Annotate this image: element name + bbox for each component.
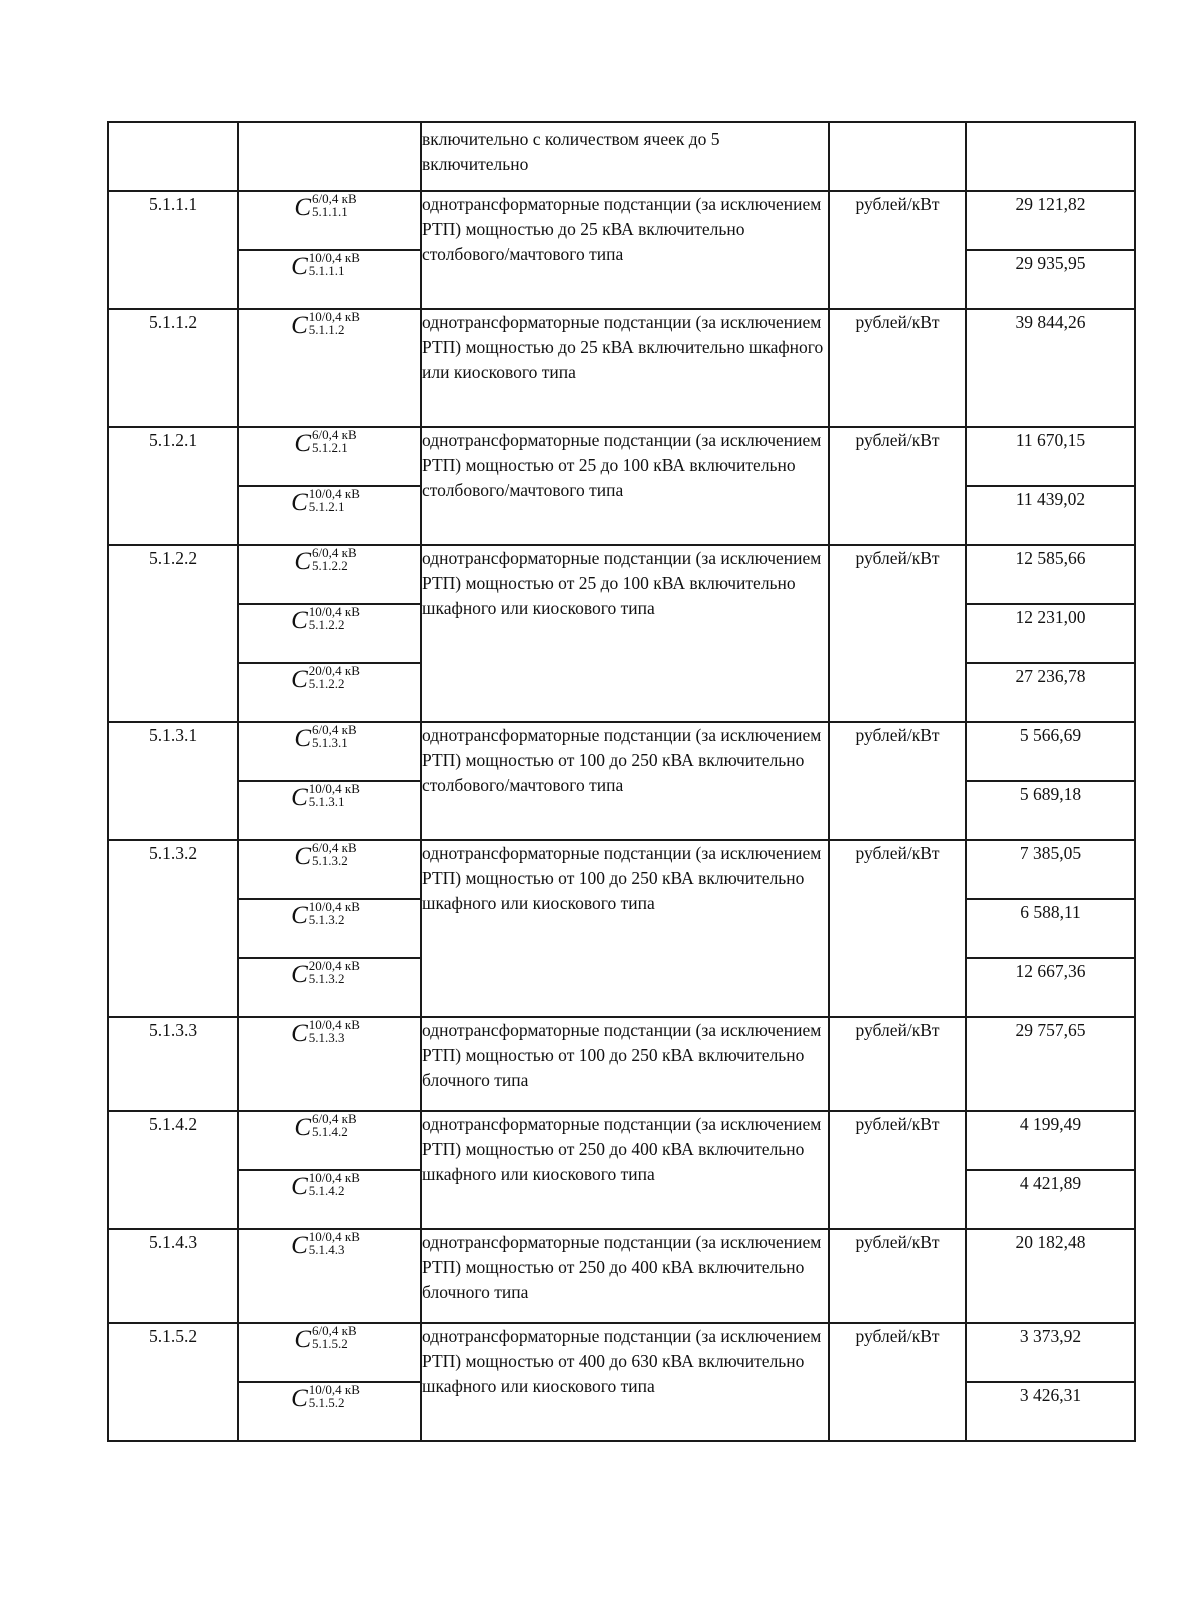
symbol-letter: C xyxy=(291,902,308,929)
symbol-voltage: 10/0,4 кВ xyxy=(308,1229,360,1244)
symbol-indices xyxy=(312,1112,357,1139)
value-cell: 11 670,15 xyxy=(966,427,1135,486)
tariff-symbol xyxy=(294,723,356,751)
table-row xyxy=(108,1229,1135,1323)
symbol-index: 5.1.1.1 xyxy=(312,204,348,219)
tariff-symbol xyxy=(294,841,356,869)
symbol-indices xyxy=(312,841,357,868)
symbol-cell xyxy=(238,1229,421,1323)
symbol-letter: C xyxy=(294,194,312,221)
tariff-symbol xyxy=(291,487,360,515)
symbol-voltage: 6/0,4 кВ xyxy=(312,427,357,442)
unit-cell: рублей/кВт xyxy=(829,191,966,309)
symbol-index: 5.1.2.2 xyxy=(308,617,345,632)
description-cell: однотрансформаторные подстанции (за исключением РТП) мощностью от 25 до 100 кВА включительно столбового/мачтового типа xyxy=(421,427,829,545)
code-cell: 5.1.4.2 xyxy=(108,1111,238,1229)
symbol-letter: C xyxy=(294,843,312,870)
symbol-indices xyxy=(309,1018,360,1045)
description-cell: однотрансформаторные подстанции (за исключением РТП) мощностью от 100 до 250 кВА включительно столбового/мачтового типа xyxy=(421,722,829,840)
symbol-index: 5.1.2.1 xyxy=(312,440,348,455)
tariff-symbol xyxy=(294,192,356,220)
code-cell: 5.1.5.2 xyxy=(108,1323,238,1441)
table-row xyxy=(108,309,1135,427)
symbol-cell xyxy=(238,840,421,899)
symbol-indices xyxy=(312,1324,357,1351)
symbol-letter: C xyxy=(294,1114,312,1141)
unit-cell: рублей/кВт xyxy=(829,1111,966,1229)
value-cell: 4 199,49 xyxy=(966,1111,1135,1170)
symbol-indices xyxy=(312,546,357,573)
symbol-cell xyxy=(238,191,421,250)
symbol-voltage: 6/0,4 кВ xyxy=(312,840,357,855)
symbol-indices xyxy=(309,1383,360,1410)
symbol-letter: C xyxy=(291,253,308,280)
value-cell: 29 757,65 xyxy=(966,1017,1135,1111)
symbol-letter: C xyxy=(291,784,308,811)
tariff-table xyxy=(107,121,1136,1442)
symbol-indices xyxy=(309,251,360,278)
symbol-index: 5.1.1.1 xyxy=(308,263,345,278)
symbol-cell xyxy=(238,663,421,722)
symbol-cell xyxy=(238,781,421,840)
description-cell: однотрансформаторные подстанции (за исключением РТП) мощностью от 400 до 630 кВА включительно шкафного или киоскового типа xyxy=(421,1323,829,1441)
symbol-cell xyxy=(238,604,421,663)
symbol-cell xyxy=(238,1382,421,1441)
description-cell: однотрансформаторные подстанции (за исключением РТП) мощностью от 250 до 400 кВА включительно шкафного или киоскового типа xyxy=(421,1111,829,1229)
value-cell: 3 373,92 xyxy=(966,1323,1135,1382)
symbol-indices xyxy=(309,1230,360,1257)
value-cell: 12 585,66 xyxy=(966,545,1135,604)
symbol-index: 5.1.2.2 xyxy=(308,676,345,691)
symbol-letter: C xyxy=(291,961,308,988)
table-row-continuation xyxy=(108,122,1135,191)
symbol-voltage: 10/0,4 кВ xyxy=(308,1170,360,1185)
symbol-cell xyxy=(238,1017,421,1111)
tariff-symbol xyxy=(291,1171,360,1199)
symbol-index: 5.1.5.2 xyxy=(312,1336,348,1351)
symbol-voltage: 10/0,4 кВ xyxy=(308,604,360,619)
code-cell: 5.1.2.1 xyxy=(108,427,238,545)
code-cell: 5.1.4.3 xyxy=(108,1229,238,1323)
symbol-index: 5.1.3.1 xyxy=(308,794,345,809)
symbol-letter: C xyxy=(291,1020,308,1047)
symbol-letter: C xyxy=(291,489,308,516)
unit-cell: рублей/кВт xyxy=(829,545,966,722)
tariff-symbol xyxy=(291,782,360,810)
symbol-letter: C xyxy=(291,607,308,634)
symbol-index: 5.1.3.2 xyxy=(308,912,345,927)
symbol-index: 5.1.3.2 xyxy=(312,853,348,868)
symbol-letter: C xyxy=(294,725,312,752)
value-cell: 20 182,48 xyxy=(966,1229,1135,1323)
symbol-letter: C xyxy=(291,312,308,339)
symbol-index: 5.1.5.2 xyxy=(308,1395,345,1410)
symbol-cell xyxy=(238,545,421,604)
value-cell: 12 231,00 xyxy=(966,604,1135,663)
tariff-symbol xyxy=(291,1018,360,1046)
symbol-indices xyxy=(309,605,360,632)
description-cell: однотрансформаторные подстанции (за исключением РТП) мощностью до 25 кВА включительно столбового/мачтового типа xyxy=(421,191,829,309)
unit-cell: рублей/кВт xyxy=(829,427,966,545)
symbol-voltage: 6/0,4 кВ xyxy=(312,1111,357,1126)
symbol-index: 5.1.4.3 xyxy=(308,1242,345,1257)
code-cell: 5.1.3.3 xyxy=(108,1017,238,1111)
tariff-symbol xyxy=(294,546,356,574)
symbol-indices xyxy=(312,723,357,750)
code-cell: 5.1.1.2 xyxy=(108,309,238,427)
symbol-indices xyxy=(309,664,360,691)
tariff-symbol xyxy=(291,900,360,928)
symbol-voltage: 10/0,4 кВ xyxy=(308,309,360,324)
table-row xyxy=(108,840,1135,899)
symbol-indices xyxy=(309,487,360,514)
symbol-index: 5.1.2.1 xyxy=(308,499,345,514)
value-cell: 5 566,69 xyxy=(966,722,1135,781)
description-cell: однотрансформаторные подстанции (за исключением РТП) мощностью до 25 кВА включительно шкафного или киоскового типа xyxy=(421,309,829,427)
tariff-symbol xyxy=(291,251,360,279)
table-row xyxy=(108,722,1135,781)
symbol-letter: C xyxy=(291,666,308,693)
code-cell xyxy=(108,122,238,191)
symbol-voltage: 10/0,4 кВ xyxy=(308,781,360,796)
symbol-voltage: 6/0,4 кВ xyxy=(312,191,357,206)
symbol-index: 5.1.3.3 xyxy=(308,1030,345,1045)
symbol-letter: C xyxy=(294,548,312,575)
symbol-voltage: 10/0,4 кВ xyxy=(308,250,360,265)
symbol-indices xyxy=(312,192,357,219)
symbol-voltage: 20/0,4 кВ xyxy=(308,958,360,973)
symbol-letter: C xyxy=(294,1326,312,1353)
symbol-cell xyxy=(238,1111,421,1170)
symbol-letter: C xyxy=(291,1173,308,1200)
symbol-letter: C xyxy=(291,1232,308,1259)
symbol-cell xyxy=(238,309,421,427)
symbol-cell xyxy=(238,486,421,545)
symbol-voltage: 6/0,4 кВ xyxy=(312,722,357,737)
value-cell: 12 667,36 xyxy=(966,958,1135,1017)
symbol-index: 5.1.4.2 xyxy=(312,1124,348,1139)
symbol-indices xyxy=(309,959,360,986)
value-cell: 3 426,31 xyxy=(966,1382,1135,1441)
table-row xyxy=(108,1323,1135,1382)
unit-cell: рублей/кВт xyxy=(829,840,966,1017)
value-cell: 4 421,89 xyxy=(966,1170,1135,1229)
symbol-voltage: 6/0,4 кВ xyxy=(312,1323,357,1338)
symbol-index: 5.1.1.2 xyxy=(308,322,345,337)
table-row xyxy=(108,545,1135,604)
tariff-symbol xyxy=(294,1324,356,1352)
symbol-indices xyxy=(312,428,357,455)
symbol-voltage: 10/0,4 кВ xyxy=(308,1017,360,1032)
symbol-indices xyxy=(309,900,360,927)
symbol-indices xyxy=(309,310,360,337)
table-row xyxy=(108,1017,1135,1111)
unit-cell xyxy=(829,122,966,191)
tariff-symbol xyxy=(294,1112,356,1140)
description-cell: однотрансформаторные подстанции (за исключением РТП) мощностью от 25 до 100 кВА включительно шкафного или киоскового типа xyxy=(421,545,829,722)
symbol-indices xyxy=(309,1171,360,1198)
unit-cell: рублей/кВт xyxy=(829,1017,966,1111)
symbol-indices xyxy=(309,782,360,809)
description-cell: включительно с количеством ячеек до 5 включительно xyxy=(421,122,829,191)
value-cell: 5 689,18 xyxy=(966,781,1135,840)
unit-cell: рублей/кВт xyxy=(829,1323,966,1441)
symbol-letter: C xyxy=(291,1385,308,1412)
symbol-voltage: 20/0,4 кВ xyxy=(308,663,360,678)
unit-cell: рублей/кВт xyxy=(829,1229,966,1323)
symbol-letter: C xyxy=(294,430,312,457)
symbol-cell xyxy=(238,722,421,781)
table-row xyxy=(108,191,1135,250)
value-cell: 27 236,78 xyxy=(966,663,1135,722)
code-cell: 5.1.1.1 xyxy=(108,191,238,309)
value-cell: 7 385,05 xyxy=(966,840,1135,899)
symbol-index: 5.1.3.1 xyxy=(312,735,348,750)
code-cell: 5.1.3.1 xyxy=(108,722,238,840)
table-row xyxy=(108,427,1135,486)
symbol-cell xyxy=(238,1170,421,1229)
symbol-voltage: 10/0,4 кВ xyxy=(308,1382,360,1397)
description-cell: однотрансформаторные подстанции (за исключением РТП) мощностью от 250 до 400 кВА включительно блочного типа xyxy=(421,1229,829,1323)
tariff-symbol xyxy=(294,428,356,456)
description-cell: однотрансформаторные подстанции (за исключением РТП) мощностью от 100 до 250 кВА включительно блочного типа xyxy=(421,1017,829,1111)
symbol-cell xyxy=(238,1323,421,1382)
code-cell: 5.1.3.2 xyxy=(108,840,238,1017)
tariff-symbol xyxy=(291,605,360,633)
value-cell xyxy=(966,122,1135,191)
value-cell: 29 121,82 xyxy=(966,191,1135,250)
code-cell: 5.1.2.2 xyxy=(108,545,238,722)
symbol-voltage: 6/0,4 кВ xyxy=(312,545,357,560)
symbol-voltage: 10/0,4 кВ xyxy=(308,486,360,501)
unit-cell: рублей/кВт xyxy=(829,722,966,840)
tariff-symbol xyxy=(291,1230,360,1258)
symbol-cell xyxy=(238,427,421,486)
value-cell: 11 439,02 xyxy=(966,486,1135,545)
symbol-index: 5.1.2.2 xyxy=(312,558,348,573)
value-cell: 29 935,95 xyxy=(966,250,1135,309)
tariff-symbol xyxy=(291,310,360,338)
symbol-cell xyxy=(238,958,421,1017)
symbol-cell xyxy=(238,122,421,191)
table-row xyxy=(108,1111,1135,1170)
symbol-voltage: 10/0,4 кВ xyxy=(308,899,360,914)
unit-cell: рублей/кВт xyxy=(829,309,966,427)
description-cell: однотрансформаторные подстанции (за исключением РТП) мощностью от 100 до 250 кВА включительно шкафного или киоскового типа xyxy=(421,840,829,1017)
symbol-cell xyxy=(238,250,421,309)
symbol-cell xyxy=(238,899,421,958)
symbol-index: 5.1.3.2 xyxy=(308,971,345,986)
tariff-symbol xyxy=(291,959,360,987)
tariff-symbol xyxy=(291,1383,360,1411)
tariff-symbol xyxy=(291,664,360,692)
value-cell: 6 588,11 xyxy=(966,899,1135,958)
symbol-index: 5.1.4.2 xyxy=(308,1183,345,1198)
value-cell: 39 844,26 xyxy=(966,309,1135,427)
